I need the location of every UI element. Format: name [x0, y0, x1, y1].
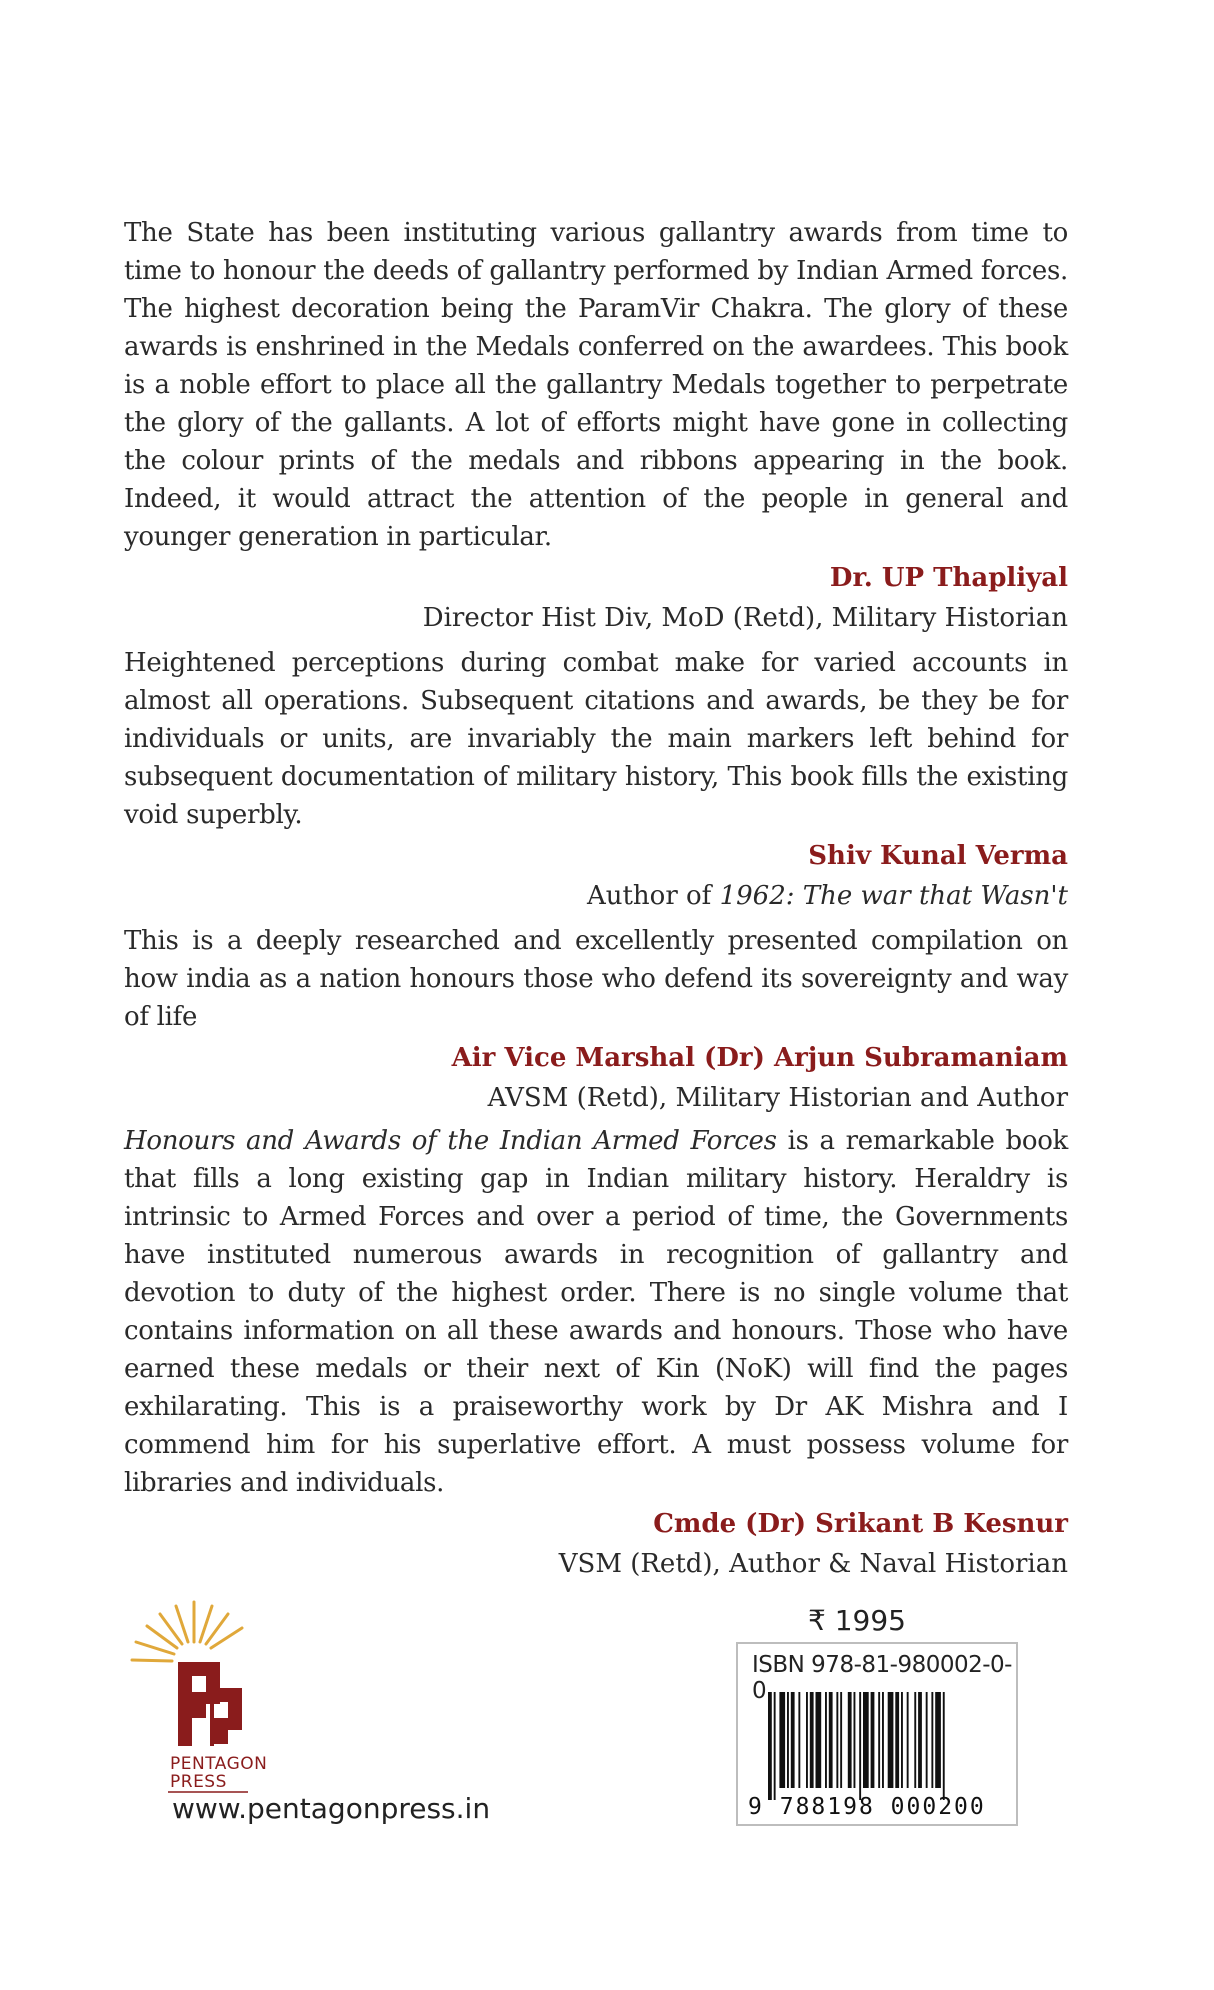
endorser-role: VSM (Retd), Author & Naval Historian: [558, 1549, 1068, 1579]
endorser-role: Director Hist Div, MoD (Retd), Military Historian: [422, 603, 1068, 633]
barcode-digits-left: 788198: [779, 1794, 875, 1820]
barcode-digits: [748, 1794, 986, 1820]
isbn-barcode-box: [736, 1642, 1018, 1826]
publisher-website[interactable]: www.pentagonpress.in: [172, 1792, 491, 1825]
endorser-name: Shiv Kunal Verma: [808, 841, 1068, 871]
role-prefix: Author of: [586, 881, 720, 911]
barcode-first-digit: 9: [748, 1794, 764, 1820]
endorsement-4: [124, 1122, 1068, 1584]
price-label: ₹ 1995: [808, 1604, 906, 1637]
endorsement-text: This is a deeply researched and excellently presented compilation on how india as a nation honours those who defend its sovereignty and way of life: [124, 926, 1068, 1032]
isbn-number: ISBN 978-81-980002-0-0: [752, 1652, 1012, 1704]
barcode-digits-right: 000200: [890, 1794, 986, 1820]
book-title-italic: 1962: The war that Wasn't: [719, 881, 1068, 911]
endorser-name: Cmde (Dr) Srikant B Kesnur: [653, 1509, 1068, 1539]
endorser-role: AVSM (Retd), Military Historian and Author: [487, 1083, 1068, 1113]
endorsement-text: Heightened perceptions during combat make for varied accounts in almost all operations. Subsequent citations and awards, be they be for individuals or units, are invariably the main markers left behind for subsequent documentation of military history, This book fills the existing void superbly.: [124, 648, 1068, 830]
endorsement-2: [124, 644, 1068, 916]
endorsement-1: [124, 214, 1068, 638]
endorsement-body: is a remarkable book that fills a long existing gap in Indian military history. Heraldry is intrinsic to Armed Forces and over a period of time, the Governments have instituted numerous awards in recognition of gallantry and devotion to duty of the highest order. There is no single volume that contains information on all these awards and honours. Those who have earned these medals or their next of Kin (NoK) will find the pages exhilarating. This is a praiseworthy work by Dr AK Mishra and I commend him for his superlative effort. A must possess volume for libraries and individuals.: [124, 1126, 1068, 1498]
barcode-icon: [752, 1688, 1006, 1806]
endorsement-text: The State has been instituting various gallantry awards from time to time to honour the deeds of gallantry performed by Indian Armed forces. The highest decoration being the ParamVir Chakra. The glory of these awards is enshrined in the Medals conferred on the awardees. This book is a noble effort to place all the gallantry Medals together to perpetrate the glory of the gallants. A lot of efforts might have gone in collecting the colour prints of the medals and ribbons appearing in the book. Indeed, it would attract the attention of the people in general and younger generation in particular.: [124, 218, 1068, 552]
endorser-name: Dr. UP Thapliyal: [829, 563, 1068, 593]
logo-text-press: PRESS: [170, 1772, 227, 1792]
endorsement-text: [124, 1122, 1068, 1502]
logo-text-pentagon: PENTAGON: [170, 1754, 268, 1774]
endorser-role: [124, 876, 1068, 916]
endorser-name: Air Vice Marshal (Dr) Arjun Subramaniam: [451, 1043, 1068, 1073]
book-title-italic: Honours and Awards of the Indian Armed Forces: [124, 1126, 777, 1156]
endorsement-3: [124, 922, 1068, 1118]
